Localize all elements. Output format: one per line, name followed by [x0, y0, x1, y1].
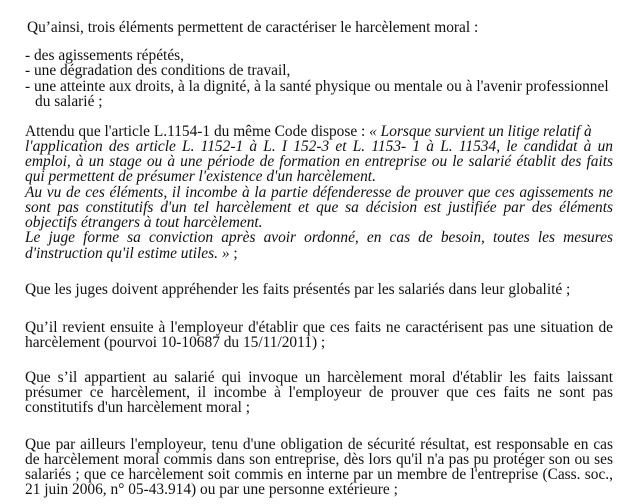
paragraph-line: présumer ce harcèlement, il incombe à l'employeur de prouver que ces faits ne sont pas	[25, 384, 613, 401]
list-item: - des agissements répétés,	[25, 47, 184, 64]
list-item: - une dégradation des conditions de travail,	[25, 62, 291, 79]
attendu-lead: Attendu que l'article L.1154-1 du même Code dispose :	[25, 123, 370, 140]
quote-start: « Lorsque survient un litige relatif à	[369, 123, 592, 140]
paragraph-line: constitutifs d'un harcèlement moral ;	[25, 399, 251, 416]
paragraph-line: salariés ; que ce harcèlement soit commis en interne par un membre de l'entreprise (Cass. soc.,	[25, 466, 613, 483]
quote-line: d'instruction qu'il estime utiles. »	[25, 245, 230, 262]
list-item: - une atteinte aux droits, à la dignité, à la santé physique ou mentale ou à l'avenir professionnel	[25, 78, 609, 95]
paragraph-line: Que s’il appartient au salarié qui invoque un harcèlement moral d'établir les faits laissant	[25, 369, 613, 386]
paragraph-line: harcèlement (pourvoi 10-10687 du 15/11/2011) ;	[25, 334, 326, 351]
list-item: du salarié ;	[35, 93, 103, 110]
attendu-tail: ;	[229, 245, 238, 262]
quote-line: l'application des article L. 1152-1 à L. I 152-3 et L. 1153- 1 à L. 11534, le candidat à un	[25, 138, 613, 155]
paragraph-line: de harcèlement moral commis dans son entreprise, dès lors qu'il n'a pas pu protéger son ou ses	[25, 451, 613, 468]
globalite-paragraph: Que les juges doivent appréhender les faits présentés par les salariés dans leur globalité ;	[25, 281, 571, 298]
quote-line: Au vu de ces éléments, il incombe à la partie défenderesse de prouver que ces agissements ne	[25, 184, 613, 201]
attendu-last-line	[25, 246, 238, 262]
quote-line: objectifs étrangers à tout harcèlement.	[25, 214, 263, 231]
quote-line: Le juge forme sa conviction après avoir ordonné, en cas de besoin, toutes les mesures	[25, 229, 613, 246]
intro-paragraph: Qu’ainsi, trois éléments permettent de caractériser le harcèlement moral :	[27, 19, 479, 36]
paragraph-line: 21 juin 2006, n° 05-43.914) ou par une personne extérieure ;	[25, 481, 398, 498]
paragraph-line: Qu’il revient ensuite à l'employeur d'établir que ces faits ne caractérisent pas une situation de	[25, 319, 613, 336]
paragraph-line: Que par ailleurs l'employeur, tenu d'une obligation de sécurité résultat, est responsable en cas	[25, 436, 613, 453]
quote-line: emploi, à un stage ou à une période de formation en entreprise ou le salarié établit des faits	[25, 153, 613, 170]
quote-line: qui permettent de présumer l'existence d'un harcèlement.	[25, 168, 376, 185]
quote-line: sont pas constitutifs d'un tel harcèlement et que sa décision est justifiée par des éléments	[25, 199, 613, 216]
